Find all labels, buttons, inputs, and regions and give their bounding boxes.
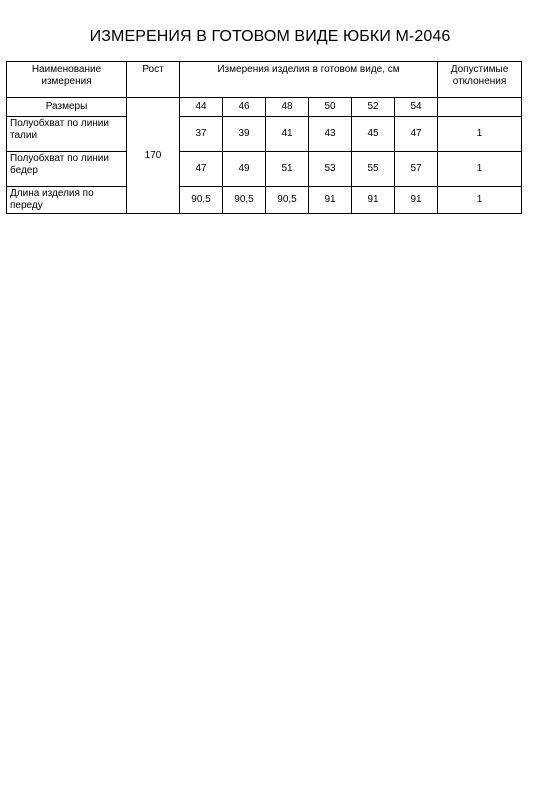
value-cell: 90,5 — [180, 187, 223, 214]
height-value-cell: 170 — [127, 98, 180, 214]
value-cell: 91 — [395, 187, 438, 214]
tolerance-cell: 1 — [438, 187, 522, 214]
sizes-row — [7, 98, 522, 117]
value-cell: 37 — [180, 117, 223, 152]
empty-cell — [438, 98, 522, 117]
header-name-cell: Наименование измерения — [7, 62, 127, 98]
value-cell: 41 — [266, 117, 309, 152]
header-height-cell: Рост — [127, 62, 180, 98]
size-cell: 48 — [266, 98, 309, 117]
row-label-cell: Длина изделия по переду — [7, 187, 127, 214]
tolerance-cell: 1 — [438, 117, 522, 152]
size-cell: 54 — [395, 98, 438, 117]
size-cell: 52 — [352, 98, 395, 117]
value-cell: 91 — [352, 187, 395, 214]
table-row — [7, 152, 522, 187]
measurements-table — [6, 61, 522, 214]
row-label-cell: Полуобхват по линии талии — [7, 117, 127, 152]
value-cell: 47 — [180, 152, 223, 187]
page-title: ИЗМЕРЕНИЯ В ГОТОВОМ ВИДЕ ЮБКИ М-2046 — [89, 28, 451, 45]
value-cell: 39 — [223, 117, 266, 152]
row-label-cell: Полуобхват по линии бедер — [7, 152, 127, 187]
table-row — [7, 187, 522, 214]
value-cell: 53 — [309, 152, 352, 187]
sizes-label-cell: Размеры — [7, 98, 127, 117]
header-measurements-cell: Измерения изделия в готовом виде, см — [180, 62, 438, 98]
value-cell: 57 — [395, 152, 438, 187]
table-header-row — [7, 62, 522, 98]
value-cell: 91 — [309, 187, 352, 214]
tolerance-cell: 1 — [438, 152, 522, 187]
value-cell: 43 — [309, 117, 352, 152]
table-row — [7, 117, 522, 152]
value-cell: 45 — [352, 117, 395, 152]
value-cell: 55 — [352, 152, 395, 187]
value-cell: 49 — [223, 152, 266, 187]
size-cell: 44 — [180, 98, 223, 117]
size-cell: 46 — [223, 98, 266, 117]
size-cell: 50 — [309, 98, 352, 117]
value-cell: 90,5 — [266, 187, 309, 214]
value-cell: 51 — [266, 152, 309, 187]
value-cell: 47 — [395, 117, 438, 152]
value-cell: 90,5 — [223, 187, 266, 214]
header-tolerance-cell: Допустимые отклонения — [438, 62, 522, 98]
